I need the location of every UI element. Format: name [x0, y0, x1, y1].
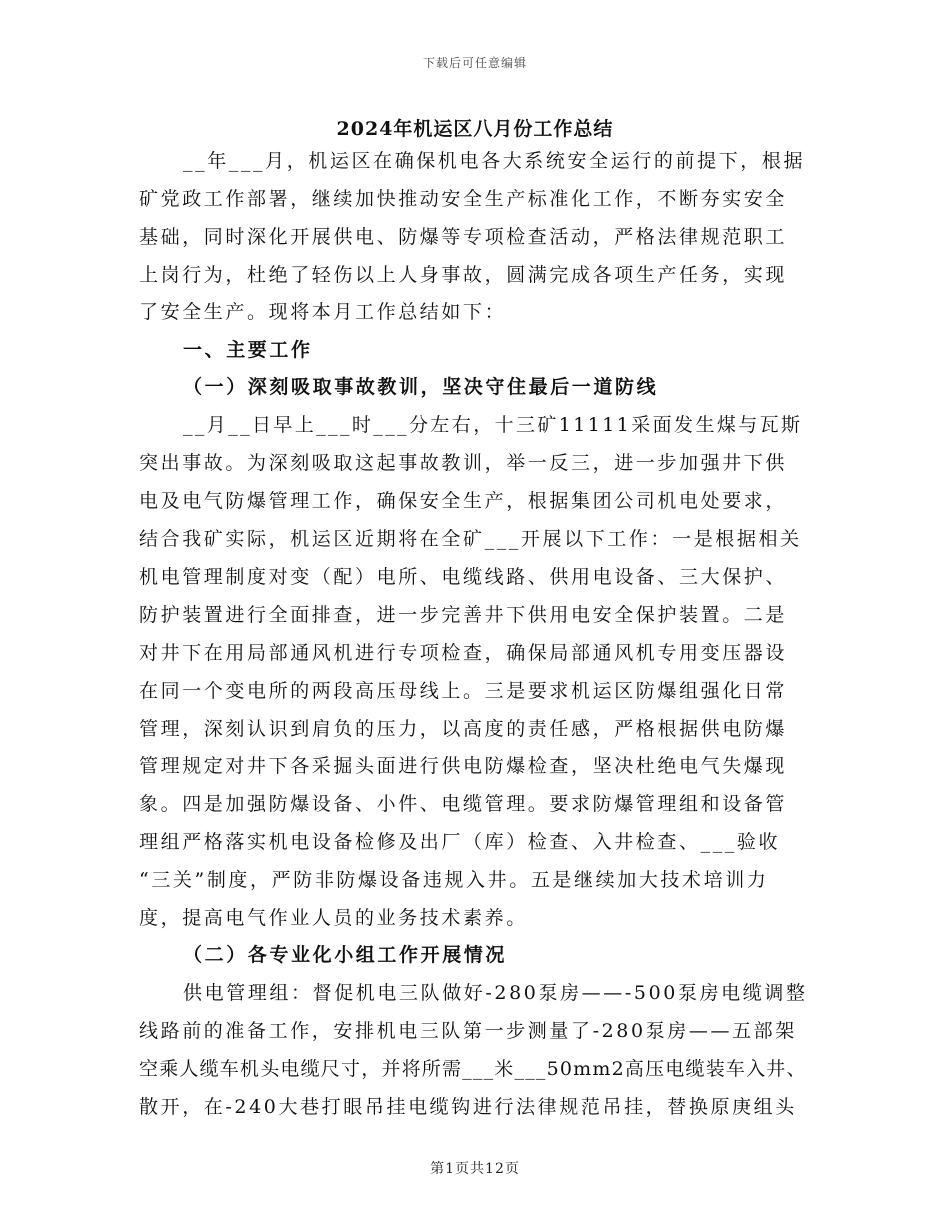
- paragraph-line: 空乘人缆车机头电缆尺寸，并将所需___米___50mm2高压电缆装车入井、: [139, 1058, 807, 1080]
- paragraph-line: 管理规定对井下各采掘头面进行供电防爆检查，坚决杜绝电气失爆现: [139, 755, 788, 777]
- paragraph-line: 理组严格落实机电设备检修及出厂（库）检查、入井检查、___验收: [139, 831, 781, 853]
- paragraph-line: “三关”制度，严防非防爆设备违规入井。五是继续加大技术培训力: [139, 869, 769, 891]
- section-heading: 一、主要工作: [183, 339, 313, 361]
- paragraph-line: 防护装置进行全面排查，进一步完善井下供用电安全保护装置。二是: [139, 604, 788, 626]
- paragraph-line: 对井下在用局部通风机进行专项检查，确保局部通风机专用变压器设: [139, 642, 788, 664]
- paragraph-line: __年___月，机运区在确保机电各大系统安全运行的前提下，根据: [183, 150, 806, 172]
- paragraph-line: __月__日早上___时___分左右，十三矿11111采面发生煤与瓦斯: [183, 414, 803, 436]
- page-number: 第1页共12页: [430, 1161, 520, 1177]
- paragraph-line: 散开，在-240大巷打眼吊挂电缆钩进行法律规范吊挂，替换原庚组头: [139, 1096, 797, 1118]
- paragraph-line: 在同一个变电所的两段高压母线上。三是要求机运区防爆组强化日常: [139, 680, 788, 702]
- paragraph-line: 基础，同时深化开展供电、防爆等专项检查活动，严格法律规范职工: [139, 226, 788, 248]
- paragraph-line: 机电管理制度对变（配）电所、电缆线路、供用电设备、三大保护、: [139, 566, 788, 588]
- subsection-heading: （二）各专业化小组工作开展情况: [183, 944, 508, 966]
- paragraph-line: 突出事故。为深刻吸取这起事故教训，举一反三，进一步加强井下供: [139, 452, 788, 474]
- header-note: 下载后可任意编辑: [422, 56, 527, 70]
- subsection-heading: （一）深刻吸取事故教训，坚决守住最后一道防线: [183, 376, 659, 398]
- paragraph-line: 象。四是加强防爆设备、小件、电缆管理。要求防爆管理组和设备管: [139, 793, 788, 815]
- paragraph-line: 结合我矿实际，机运区近期将在全矿___开展以下工作：一是根据相关: [139, 528, 802, 550]
- paragraph-line: 度，提高电气作业人员的业务技术素养。: [139, 907, 528, 929]
- document-title: 2024年机运区八月份工作总结: [336, 118, 614, 140]
- paragraph-line: 上岗行为，杜绝了轻伤以上人身事故，圆满完成各项生产任务，实现: [139, 264, 788, 286]
- paragraph-line: 电及电气防爆管理工作，确保安全生产，根据集团公司机电处要求，: [139, 490, 788, 512]
- paragraph-line: 矿党政工作部署，继续加快推动安全生产标准化工作，不断夯实安全: [139, 188, 788, 210]
- paragraph-line: 管理，深刻认识到肩负的压力，以高度的责任感，严格根据供电防爆: [139, 718, 788, 740]
- paragraph-line: 线路前的准备工作，安排机电三队第一步测量了-280泵房——五部架: [139, 1020, 797, 1042]
- paragraph-line: 了安全生产。现将本月工作总结如下：: [139, 301, 507, 323]
- paragraph-line: 供电管理组：督促机电三队做好-280泵房——-500泵房电缆调整: [183, 982, 808, 1004]
